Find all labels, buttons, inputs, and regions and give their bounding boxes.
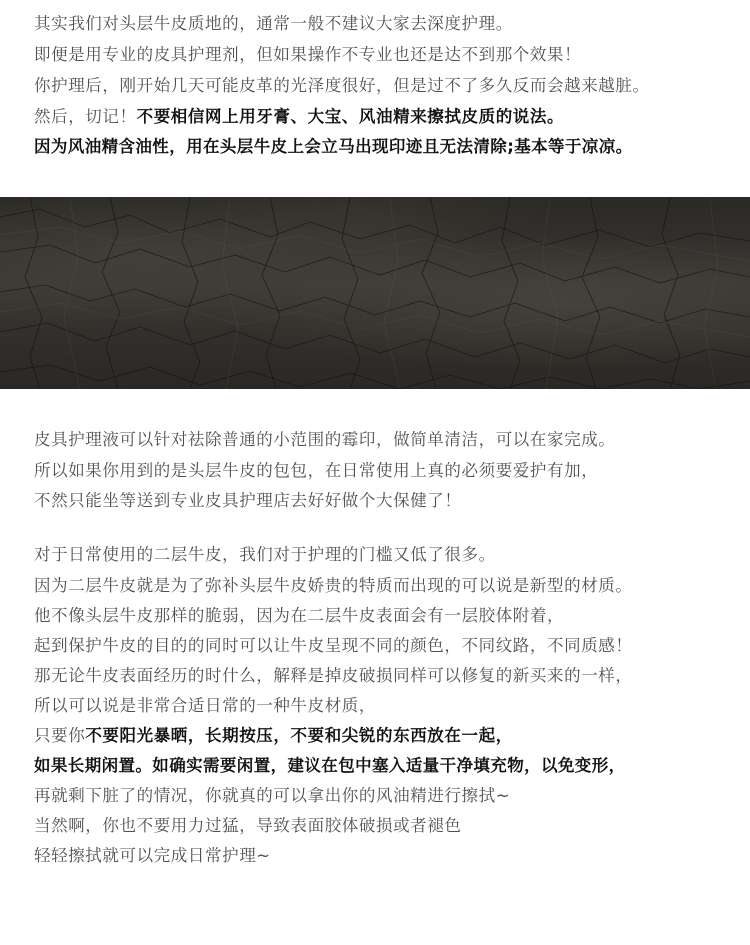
text-line	[34, 725, 513, 747]
text-line: 那无论牛皮表面经历的时什么，解释是掉皮破损同样可以修复的新买来的一样，	[34, 666, 633, 685]
text-line: 即便是用专业的皮具护理剂，但如果操作不专业也还是达不到那个效果！	[34, 45, 582, 64]
text-line: 其实我们对头层牛皮质地的，通常一般不建议大家去深度护理。	[34, 14, 513, 33]
warning-text: 因为风油精含油性，用在头层牛皮上会立马出现印迹且无法清除;基本等于凉凉。	[34, 137, 633, 156]
text-fragment: 只要你	[34, 726, 86, 745]
text-fragment: 然后，切记！	[34, 107, 137, 126]
text-line: 因为二层牛皮就是为了弥补头层牛皮娇贵的特质而出现的可以说是新型的材质。	[34, 576, 633, 595]
leather-texture-image	[0, 197, 750, 389]
text-line: 再就剩下脏了的情况，你就真的可以拿出你的风油精进行擦拭~	[34, 786, 511, 805]
text-line: 起到保护牛皮的目的的同时可以让牛皮呈现不同的颜色，不同纹路，不同质感！	[34, 636, 633, 655]
text-line: 他不像头层牛皮那样的脆弱，因为在二层牛皮表面会有一层胶体附着，	[34, 606, 565, 625]
warning-text: 不要相信网上用牙膏、大宝、风油精来擦拭皮质的说法。	[136, 107, 565, 126]
leather-grain-pattern	[0, 197, 750, 389]
warning-text: 不要阳光暴晒，长期按压，不要和尖锐的东西放在一起，	[85, 726, 513, 745]
text-line: 皮具护理液可以针对祛除普通的小范围的霉印，做简单清洁，可以在家完成。	[34, 430, 616, 449]
care-solution-paragraph	[0, 420, 750, 520]
warning-text: 如果长期闲置。如确实需要闲置，建议在包中塞入适量干净填充物，以免变形，	[34, 756, 626, 775]
text-line: 所以可以说是非常合适日常的一种牛皮材质，	[34, 696, 376, 715]
text-line: 对于日常使用的二层牛皮，我们对于护理的门槛又低了很多。	[34, 545, 496, 564]
text-line: 轻轻擦拭就可以完成日常护理~	[34, 846, 271, 865]
text-line: 不然只能坐等送到专业皮具护理店去好好做个大保健了！	[34, 491, 462, 510]
text-line: 你护理后，刚开始几天可能皮革的光泽度很好，但是过不了多久反而会越来越脏。	[34, 76, 650, 95]
text-line	[34, 106, 564, 128]
text-line: 所以如果你用到的是头层牛皮的包包，在日常使用上真的必须要爱护有加，	[34, 461, 599, 480]
second-layer-leather-paragraph	[0, 540, 750, 870]
intro-paragraph	[0, 0, 750, 190]
text-line: 当然啊，你也不要用力过猛，导致表面胶体破损或者褪色	[34, 816, 462, 835]
